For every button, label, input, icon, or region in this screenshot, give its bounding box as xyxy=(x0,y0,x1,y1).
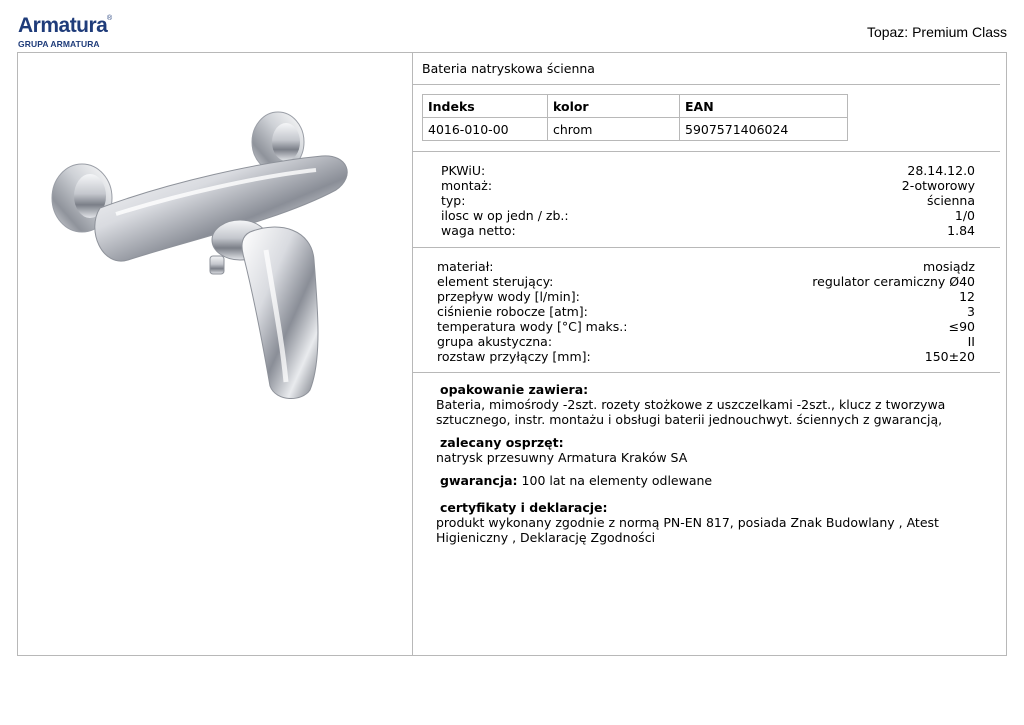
logo-subtitle: GRUPA ARMATURA xyxy=(18,39,100,49)
spec-row xyxy=(437,259,975,274)
spec-row xyxy=(441,223,975,238)
spec-value: ścienna xyxy=(926,193,975,208)
ean-value: 5907571406024 xyxy=(680,118,848,141)
spec-label: ciśnienie robocze [atm]: xyxy=(437,304,588,319)
spec-value: 2-otworowy xyxy=(901,178,975,193)
spec-row xyxy=(437,334,975,349)
spec-row xyxy=(437,304,975,319)
packaging-heading: opakowanie zawiera: xyxy=(440,382,589,397)
spec-label: materiał: xyxy=(437,259,494,274)
spec-row xyxy=(441,193,975,208)
color-value: chrom xyxy=(548,118,680,141)
spec-label: przepływ wody [l/min]: xyxy=(437,289,580,304)
warranty-section xyxy=(436,473,976,488)
technical-specs xyxy=(437,259,975,364)
index-table xyxy=(422,94,848,141)
product-line-title: Topaz: Premium Class xyxy=(866,24,1007,40)
section-divider xyxy=(413,84,1000,85)
spec-label: ilosc w op jedn / zb.: xyxy=(441,208,569,223)
certificates-section xyxy=(436,500,976,545)
accessory-text: natrysk przesuwny Armatura Kraków SA xyxy=(436,450,688,465)
ean-column-header: EAN xyxy=(680,95,848,118)
spec-value: regulator ceramiczny Ø40 xyxy=(812,274,975,289)
index-value: 4016-010-00 xyxy=(423,118,548,141)
spec-row xyxy=(441,208,975,223)
spec-label: grupa akustyczna: xyxy=(437,334,553,349)
brand-logo xyxy=(18,14,118,52)
spec-row xyxy=(441,178,975,193)
spec-label: waga netto: xyxy=(441,223,516,238)
spec-value: 1/0 xyxy=(954,208,975,223)
spec-label: montaż: xyxy=(441,178,493,193)
packaging-section xyxy=(436,382,976,427)
spec-row xyxy=(441,163,975,178)
spec-row xyxy=(437,319,975,334)
spec-value: 12 xyxy=(959,289,975,304)
section-divider xyxy=(413,151,1000,152)
wall-shower-mixer-image xyxy=(30,90,400,420)
spec-value: 150±20 xyxy=(924,349,975,364)
section-divider xyxy=(413,372,1000,373)
spec-label: rozstaw przyłączy [mm]: xyxy=(437,349,591,364)
spec-row xyxy=(437,349,975,364)
index-column-header: Indeks xyxy=(423,95,548,118)
accessory-heading: zalecany osprzęt: xyxy=(440,435,564,450)
color-column-header: kolor xyxy=(548,95,680,118)
spec-label: typ: xyxy=(441,193,466,208)
spec-value: II xyxy=(967,334,975,349)
spec-value: mosiądz xyxy=(923,259,975,274)
spec-label: element sterujący: xyxy=(437,274,554,289)
logo-wordmark: Armatura xyxy=(18,14,108,37)
logo-registered-mark: ® xyxy=(107,15,113,22)
spec-label: temperatura wody [°C] maks.: xyxy=(437,319,628,334)
index-table-header-row xyxy=(423,95,848,118)
accessory-section xyxy=(436,435,976,465)
spec-value: 28.14.12.0 xyxy=(907,163,975,178)
table-row xyxy=(423,118,848,141)
spec-value: 3 xyxy=(967,304,975,319)
section-divider xyxy=(413,247,1000,248)
product-details-panel xyxy=(413,53,1006,655)
product-title: Bateria natryskowa ścienna xyxy=(422,61,595,76)
spec-label: PKWiU: xyxy=(441,163,486,178)
certificates-heading: certyfikaty i deklaracje: xyxy=(440,500,608,515)
warranty-heading: gwarancja: xyxy=(440,473,518,488)
spec-value: ≤90 xyxy=(948,319,975,334)
basic-specs xyxy=(441,163,975,238)
packaging-text: Bateria, mimośrody -2szt. rozety stożkowe z uszczelkami -2szt., klucz z tworzywa sztucznego, instr. montażu i obsługi baterii jednouchwyt. ściennych z gwarancją, xyxy=(436,397,946,427)
warranty-text: 100 lat na elementy odlewane xyxy=(521,473,713,488)
spec-row xyxy=(437,289,975,304)
spec-value: 1.84 xyxy=(947,223,975,238)
product-image xyxy=(30,90,400,420)
spec-row xyxy=(437,274,975,289)
certificates-text: produkt wykonany zgodnie z normą PN-EN 817, posiada Znak Budowlany , Atest Higieniczny , Deklarację Zgodności xyxy=(436,515,939,545)
